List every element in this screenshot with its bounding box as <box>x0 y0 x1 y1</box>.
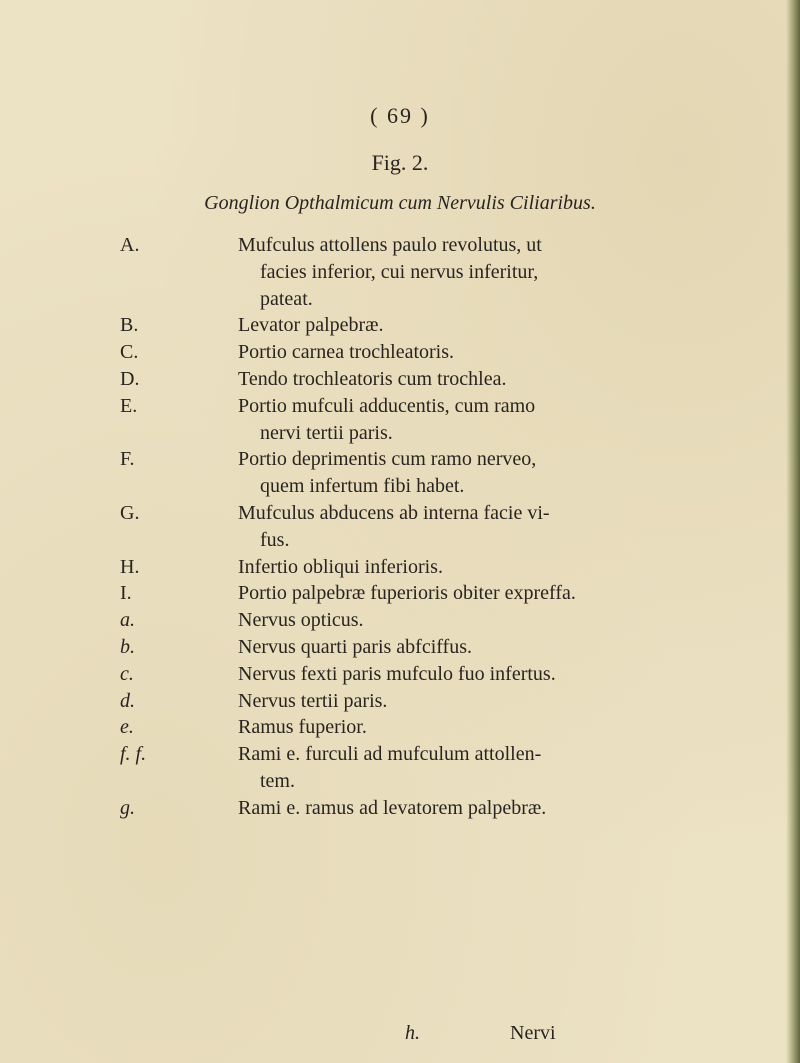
entry-line: Portio carnea trochleatoris. <box>238 341 455 364</box>
entry-text <box>238 688 618 715</box>
legend-list <box>0 232 800 822</box>
entry-letter: B. <box>120 314 139 337</box>
legend-entry-g-lower <box>0 795 800 822</box>
entry-line: Portio deprimentis cum ramo nerveo, <box>238 448 537 471</box>
page-heading: Gonglion Opthalmicum cum Nervulis Ciliaribus. <box>204 192 596 214</box>
entry-line: quem infertum fibi habet. <box>260 475 465 498</box>
entry-text <box>238 554 618 581</box>
legend-entry-b-lower <box>0 634 800 661</box>
entry-line: Nervus tertii paris. <box>238 689 388 712</box>
catchword-letter: h. <box>405 1022 420 1044</box>
entry-text <box>238 634 618 661</box>
entry-line: tem. <box>260 769 295 792</box>
entry-letter: H. <box>120 555 140 578</box>
entry-text <box>238 446 618 500</box>
entry-line: Mufculus abducens ab interna facie vi- <box>238 501 550 524</box>
legend-entry-b-upper <box>0 312 800 339</box>
figure-label: Fig. 2. <box>371 150 429 175</box>
entry-line: Infertio obliqui inferioris. <box>238 555 443 578</box>
entry-text <box>238 580 618 607</box>
entry-letter: F. <box>120 448 135 471</box>
entry-text <box>238 714 618 741</box>
entry-line: facies inferior, cui nervus inferitur, <box>260 260 539 283</box>
entry-letter: c. <box>120 662 134 685</box>
legend-entry-d-lower <box>0 688 800 715</box>
entry-line: Tendo trochleatoris cum trochlea. <box>238 367 507 390</box>
entry-line: Ramus fuperior. <box>238 716 367 739</box>
entry-letter: b. <box>120 635 135 658</box>
entry-text <box>238 366 618 393</box>
entry-text <box>238 661 618 688</box>
legend-entry-e-upper <box>0 393 800 447</box>
entry-line: Rami e. furculi ad mufculum attollen- <box>238 743 542 766</box>
entry-line: Nervus fexti paris mufculo fuo infertus. <box>238 662 556 685</box>
entry-letter: E. <box>120 394 138 417</box>
entry-text <box>238 312 618 339</box>
entry-line: fus. <box>260 528 290 551</box>
entry-line: nervi tertii paris. <box>260 421 393 444</box>
entry-letter: f. f. <box>120 743 147 766</box>
legend-entry-i-upper <box>0 580 800 607</box>
legend-entry-c-upper <box>0 339 800 366</box>
entry-text <box>238 741 618 795</box>
legend-entry-c-lower <box>0 661 800 688</box>
legend-entry-e-lower <box>0 714 800 741</box>
legend-entry-h-upper <box>0 554 800 581</box>
entry-text <box>238 607 618 634</box>
legend-entry-d-upper <box>0 366 800 393</box>
legend-entry-f-upper <box>0 446 800 500</box>
entry-letter: a. <box>120 609 135 632</box>
entry-line: Nervus opticus. <box>238 609 364 632</box>
entry-line: pateat. <box>260 287 313 310</box>
entry-line: Portio mufculi adducentis, cum ramo <box>238 394 536 417</box>
entry-line: Rami e. ramus ad levatorem palpebræ. <box>238 796 547 819</box>
legend-entry-a-upper <box>0 232 800 312</box>
entry-letter: A. <box>120 234 140 256</box>
entry-text <box>238 795 618 822</box>
entry-letter: G. <box>120 501 140 524</box>
entry-letter: g. <box>120 796 135 819</box>
legend-entry-g-upper <box>0 500 800 554</box>
catchword: Nervi <box>510 1022 556 1044</box>
entry-letter: e. <box>120 716 134 739</box>
entry-text <box>238 393 618 447</box>
legend-entry-a-lower <box>0 607 800 634</box>
entry-letter: I. <box>120 582 132 605</box>
entry-text <box>238 500 618 554</box>
legend-entry-ff-lower <box>0 741 800 795</box>
entry-line: Nervus quarti paris abfciffus. <box>238 635 473 658</box>
entry-line: Levator palpebræ. <box>238 314 384 337</box>
entry-text <box>238 232 618 312</box>
entry-letter: d. <box>120 689 135 712</box>
entry-letter: C. <box>120 341 139 364</box>
entry-letter: D. <box>120 367 140 390</box>
page-number: ( 69 ) <box>370 103 430 128</box>
entry-line: Mufculus attollens paulo revolutus, ut <box>238 234 542 256</box>
entry-text <box>238 339 618 366</box>
entry-line: Portio palpebræ fuperioris obiter expreffa. <box>238 582 576 605</box>
